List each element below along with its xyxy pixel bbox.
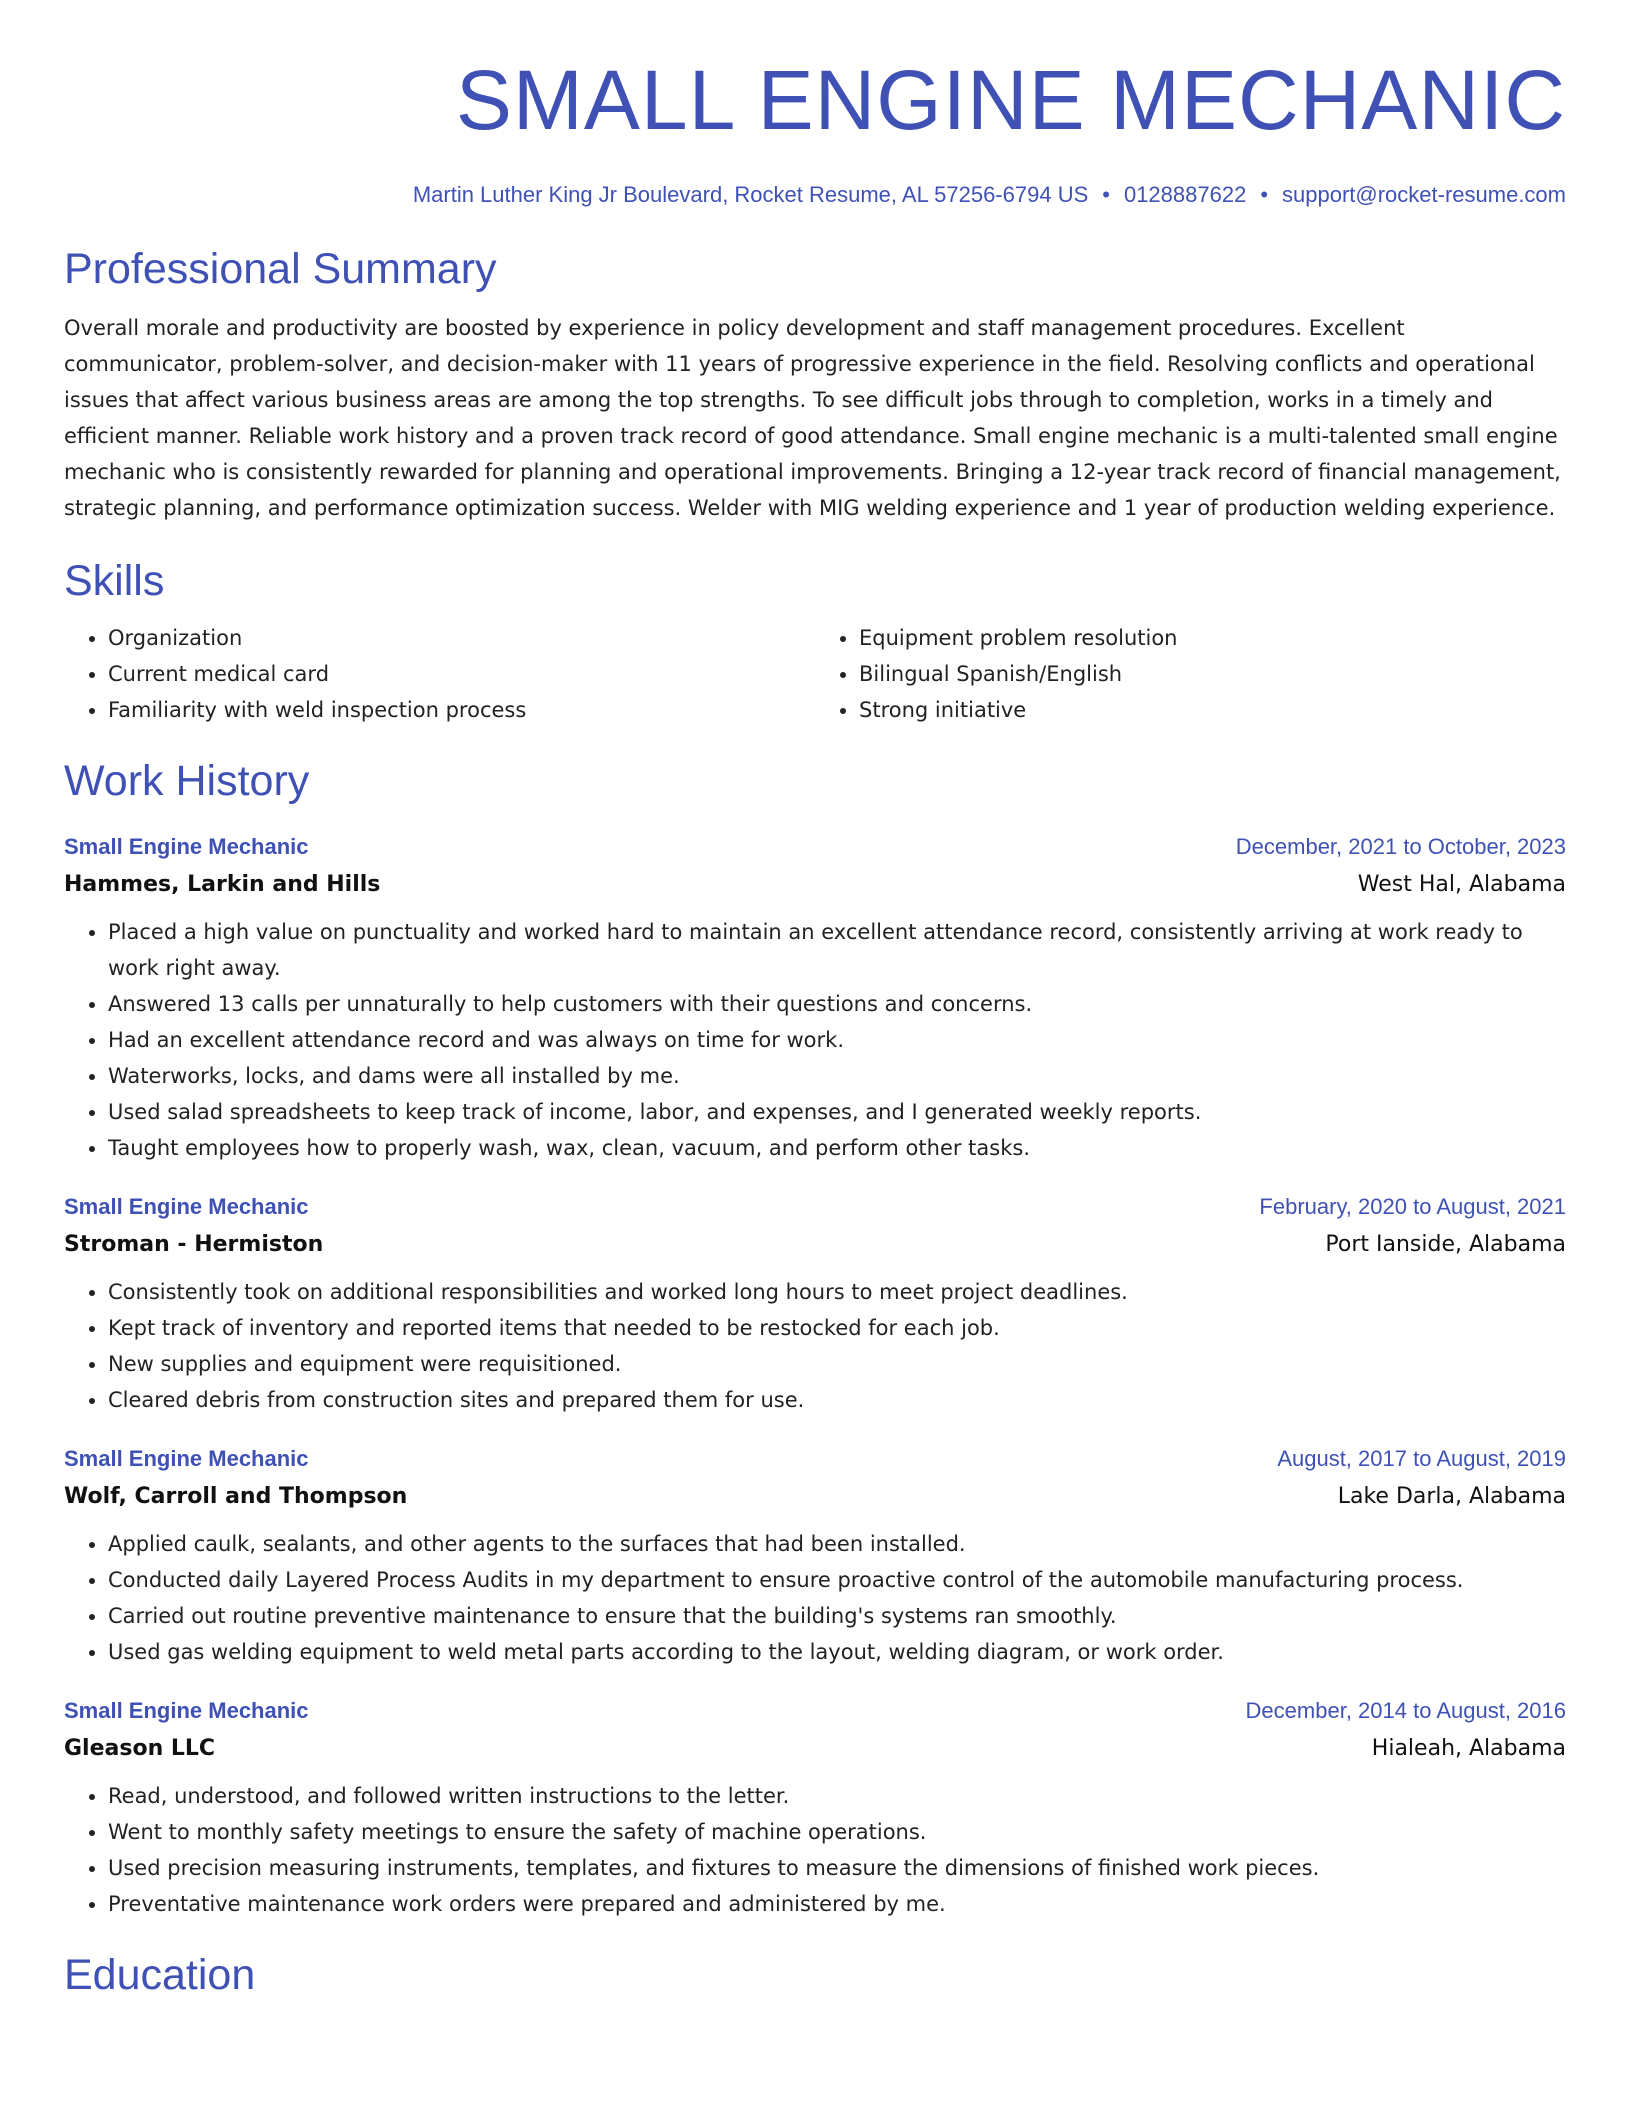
job-bullet: • Consistently took on additional responsibilities and worked long hours to meet project deadlines. — [108, 1274, 1566, 1310]
job-title: Small Engine Mechanic — [64, 834, 309, 859]
job-dates: February, 2020 to August, 2021 — [1259, 1194, 1566, 1219]
contact-email: support@rocket-resume.com — [1282, 182, 1566, 207]
job-bullets — [64, 1778, 1566, 1922]
job-bullet: • Went to monthly safety meetings to ensure the safety of machine operations. — [108, 1814, 1566, 1850]
job-bullet: • Conducted daily Layered Process Audits in my department to ensure proactive control of the automobile manufacturing process. — [108, 1562, 1566, 1598]
job-company-row — [64, 1730, 1566, 1768]
job-location: Hialeah, Alabama — [1371, 1736, 1566, 1761]
job-bullet: • Applied caulk, sealants, and other agents to the surfaces that had been installed. — [108, 1526, 1566, 1562]
job-header-row — [64, 1692, 1566, 1730]
job-bullet: • Used salad spreadsheets to keep track of income, labor, and expenses, and I generated weekly reports. — [108, 1094, 1566, 1130]
job-bullet: • New supplies and equipment were requisitioned. — [108, 1346, 1566, 1382]
job-company: Stroman - Hermiston — [64, 1232, 324, 1257]
job-bullet: • Cleared debris from construction sites and prepared them for use. — [108, 1382, 1566, 1418]
job-title: Small Engine Mechanic — [64, 1446, 309, 1471]
job-bullets — [64, 914, 1566, 1166]
job-company-row — [64, 1478, 1566, 1516]
job-dates: December, 2014 to August, 2016 — [1245, 1698, 1566, 1723]
job-bullets — [64, 1274, 1566, 1418]
job-dates: August, 2017 to August, 2019 — [1277, 1446, 1566, 1471]
job-bullet: • Answered 13 calls per unnaturally to help customers with their questions and concerns. — [108, 986, 1566, 1022]
job-bullet: • Preventative maintenance work orders were prepared and administered by me. — [108, 1886, 1566, 1922]
job-bullet: • Waterworks, locks, and dams were all installed by me. — [108, 1058, 1566, 1094]
job-header-row — [64, 1188, 1566, 1226]
skill-item: • Familiarity with weld inspection process — [108, 692, 815, 728]
resume-header — [64, 0, 1566, 208]
job-entry — [64, 1188, 1566, 1418]
job-company: Wolf, Carroll and Thompson — [64, 1484, 408, 1509]
job-company-row — [64, 1226, 1566, 1264]
job-location: West Hal, Alabama — [1357, 872, 1566, 897]
skills-grid — [64, 620, 1566, 728]
contact-line — [64, 182, 1566, 208]
contact-separator: • — [1102, 182, 1110, 207]
skill-item: • Current medical card — [108, 656, 815, 692]
skills-column-left — [64, 620, 815, 728]
job-bullet: • Used precision measuring instruments, templates, and fixtures to measure the dimensions of finished work pieces. — [108, 1850, 1566, 1886]
skill-item: • Strong initiative — [859, 692, 1566, 728]
job-title: Small Engine Mechanic — [64, 1194, 309, 1219]
summary-text: Overall morale and productivity are boosted by experience in policy development and staff management procedures. Excellent communicator, problem-solver, and decision-maker with 11 years of progressive experience in the field. Resolving conflicts and operational issues that affect various business areas are among the top strengths. To see difficult jobs through to completion, works in a timely and efficient manner. Reliable work history and a proven track record of good attendance. Small engine mechanic is a multi-talented small engine mechanic who is consistently rewarded for planning and operational improvements. Bringing a 12-year track record of financial management, strategic planning, and performance optimization success. Welder with MIG welding experience and 1 year of production welding experience. — [64, 316, 1561, 520]
job-bullet: • Placed a high value on punctuality and worked hard to maintain an excellent attendance record, consistently arriving at work ready to work right away. — [108, 914, 1566, 986]
job-bullet: • Kept track of inventory and reported items that needed to be restocked for each job. — [108, 1310, 1566, 1346]
job-bullet: • Carried out routine preventive maintenance to ensure that the building's systems ran smoothly. — [108, 1598, 1566, 1634]
resume-page — [64, 0, 1566, 2000]
section-title-work-history: Work History — [64, 757, 310, 805]
contact-address: Martin Luther King Jr Boulevard, Rocket Resume, AL 57256-6794 US — [412, 182, 1089, 207]
job-location: Port Ianside, Alabama — [1325, 1232, 1566, 1257]
job-header-row — [64, 1440, 1566, 1478]
section-title-summary: Professional Summary — [64, 245, 497, 293]
skill-item: • Organization — [108, 620, 815, 656]
job-company: Gleason LLC — [64, 1736, 216, 1761]
skill-item: • Equipment problem resolution — [859, 620, 1566, 656]
contact-phone: 0128887622 — [1123, 182, 1247, 207]
job-company-row — [64, 866, 1566, 904]
job-entry — [64, 828, 1566, 1166]
section-title-skills: Skills — [64, 557, 165, 605]
job-title: Small Engine Mechanic — [64, 1698, 309, 1723]
candidate-title: SMALL ENGINE MECHANIC — [455, 53, 1566, 147]
job-bullet: • Used gas welding equipment to weld metal parts according to the layout, welding diagram, or work order. — [108, 1634, 1566, 1670]
section-title-education: Education — [64, 1951, 256, 1999]
job-company: Hammes, Larkin and Hills — [64, 872, 381, 897]
skills-column-right — [815, 620, 1566, 728]
contact-separator: • — [1260, 182, 1269, 207]
job-location: Lake Darla, Alabama — [1337, 1484, 1566, 1509]
job-dates: December, 2021 to October, 2023 — [1235, 834, 1566, 859]
job-bullet: • Had an excellent attendance record and was always on time for work. — [108, 1022, 1566, 1058]
job-entry — [64, 1692, 1566, 1922]
job-header-row — [64, 828, 1566, 866]
skill-item: • Bilingual Spanish/English — [859, 656, 1566, 692]
job-bullets — [64, 1526, 1566, 1670]
job-entry — [64, 1440, 1566, 1670]
job-bullet: • Taught employees how to properly wash, wax, clean, vacuum, and perform other tasks. — [108, 1130, 1566, 1166]
job-bullet: • Read, understood, and followed written instructions to the letter. — [108, 1778, 1566, 1814]
